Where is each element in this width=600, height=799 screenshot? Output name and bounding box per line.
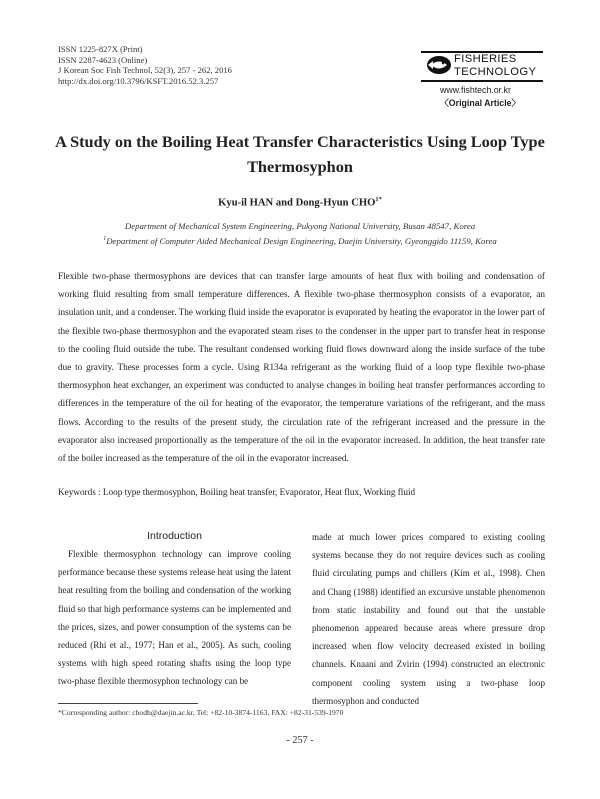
footnote-rule [58, 703, 198, 704]
author-mark: 1* [375, 196, 382, 203]
page-number: - 257 - [286, 735, 314, 746]
article-type: 〈Original Article〉 [440, 98, 521, 108]
footnote: *Corresponding author: chodh@daejin.ac.kr, Tel: +82-10-3874-1163, FAX: +82-31-539-1970 [58, 708, 344, 717]
journal-name: FISHERIES TECHNOLOGY [454, 53, 537, 78]
column-right [312, 528, 545, 710]
column-left [58, 527, 291, 691]
paragraph: Flexible thermosyphon technology can improve cooling performance because these systems release heat using the latent heat resulting from the boiling and condensation of the working fluid so that high performance systems can be implemented and the prices, sizes, and power consumption of the systems can be reduced (Rhi et al., 1977; Han et al., 2005). As such, cooling systems with high speed rotating shafts using the loop type two-phase flexible thermosyphon technology can be [58, 549, 291, 687]
keywords: Keywords : Loop type thermosyphon, Boiling heat transfer, Evaporator, Heat flux, Working fluid [58, 487, 416, 497]
section-heading-introduction: Introduction [147, 530, 202, 542]
affiliation-2-mark: 1 [103, 236, 107, 243]
journal-website[interactable]: www.fishtech.or.kr [440, 85, 511, 95]
authors: Kyu-il HAN and Dong-Hyun $CHO^{1*}$ [218, 196, 382, 209]
affiliation-2: $^1$Department of Computer Aided Mechanical Design Engineering, Daejin University, Gyeonggido 11159, Korea [103, 236, 497, 246]
issn-online: ISSN 2287-4623 (Online) [58, 54, 148, 65]
abstract: Flexible two-phase thermosyphons are devices that can transfer large amounts of heat flux with boiling and condensation of working fluid resulting from small temperature differences. A flexible two-phase thermosyphon consists of a evaporator, an insulation unit, and a condenser. The working fluid inside the evaporator is evaporated by heating the evaporator in the lower part of the flexible two-phase thermosyphon and the evaporated steam rises to the condenser in the upper part to transfer heat in response to the cooling fluid outside the tube. The resultant condensed working fluid flows downward along the inside surface of the tube due to gravity. These processes form a cycle. Using R134a refrigerant as the working fluid of a loop type flexible two-phase thermosyphon heat exchanger, an experiment was conducted to analyse changes in boiling heat transfer performances according to differences in the temperature of the oil for heating of the evaporator, the temperature variations of the refrigerant, and the mass flows. According to the results of the present study, the circulation rate of the refrigerant increased and the pressure in the evaporator also increased proportionally as the temperature of the oil in the evaporator increased. In addition, the heat transfer rate of the boiler increased as the temperature of the oil in the evaporator increased. [58, 271, 545, 464]
journal-meta [58, 44, 232, 86]
paper-title: A Study on the Boiling Heat Transfer Characteristics Using Loop Type Thermosyphon [55, 132, 545, 176]
affiliation-1: Department of Mechanical System Engineering, Pukyong National University, Busan 48547, Korea [124, 221, 476, 231]
issn-print: ISSN 1225-827X (Print) [58, 44, 143, 54]
citation: J Korean Soc Fish Technol, 52(3), 257 - 262, 2016 [58, 65, 232, 76]
doi-link[interactable]: http://dx.doi.org/10.3796/KSFT.2016.52.3.257 [58, 75, 219, 86]
paragraph: made at much lower prices compared to existing cooling systems because they do not require devices such as cooling fluid circulating pumps and chillers (Kim et al., 1998). Chen and Chang (1988) identified an excursive unstable phenomenon from static instability and found out that the unstable phenomenon appeared because areas where pressure drop increased when flow velocity decreased existed in boiling channels. Knaani and Zvirin (1994) constructed an electronic component cooling system using a two-phase loop thermosyphon and conducted [312, 532, 545, 706]
journal-logo-bottom-rule [421, 80, 543, 82]
